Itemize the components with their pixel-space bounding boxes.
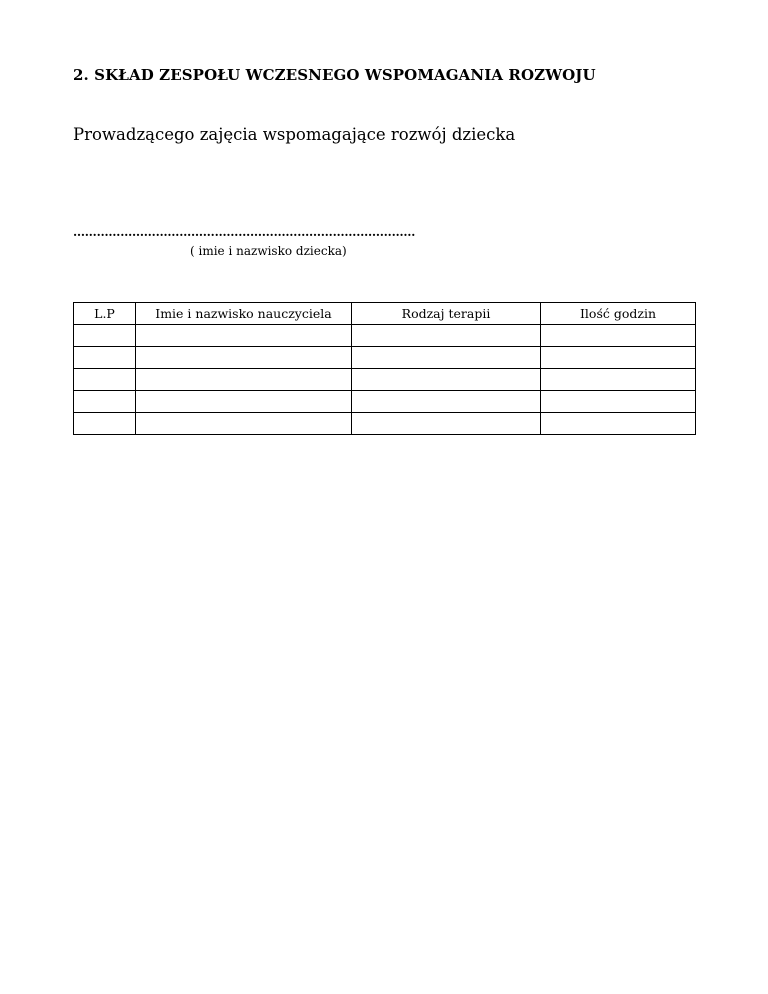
header-therapy-type: Rodzaj terapii — [352, 303, 541, 325]
therapy-team-table — [73, 302, 696, 435]
cell-lp[interactable] — [74, 347, 136, 369]
cell-teacher-name[interactable] — [136, 413, 352, 435]
table-row — [74, 347, 696, 369]
cell-therapy-type[interactable] — [352, 413, 541, 435]
table-header-row — [74, 303, 696, 325]
cell-lp[interactable] — [74, 325, 136, 347]
cell-therapy-type[interactable] — [352, 347, 541, 369]
cell-teacher-name[interactable] — [136, 391, 352, 413]
table-row — [74, 413, 696, 435]
cell-teacher-name[interactable] — [136, 325, 352, 347]
cell-hours[interactable] — [541, 391, 696, 413]
cell-lp[interactable] — [74, 413, 136, 435]
table-row — [74, 325, 696, 347]
cell-lp[interactable] — [74, 391, 136, 413]
cell-teacher-name[interactable] — [136, 369, 352, 391]
child-name-field[interactable]: …………………………………………………………………………… — [73, 225, 416, 239]
header-lp: L.P — [74, 303, 136, 325]
cell-hours[interactable] — [541, 369, 696, 391]
table-row — [74, 391, 696, 413]
cell-hours[interactable] — [541, 325, 696, 347]
section-subtitle: Prowadzącego zajęcia wspomagające rozwój dziecka — [73, 125, 516, 144]
table-row — [74, 369, 696, 391]
cell-therapy-type[interactable] — [352, 369, 541, 391]
cell-therapy-type[interactable] — [352, 325, 541, 347]
header-hours: Ilość godzin — [541, 303, 696, 325]
child-name-caption: ( imie i nazwisko dziecka) — [190, 244, 347, 258]
cell-hours[interactable] — [541, 413, 696, 435]
cell-teacher-name[interactable] — [136, 347, 352, 369]
header-teacher-name: Imie i nazwisko nauczyciela — [136, 303, 352, 325]
cell-therapy-type[interactable] — [352, 391, 541, 413]
cell-hours[interactable] — [541, 347, 696, 369]
section-heading: 2. SKŁAD ZESPOŁU WCZESNEGO WSPOMAGANIA ROZWOJU — [73, 66, 596, 84]
cell-lp[interactable] — [74, 369, 136, 391]
